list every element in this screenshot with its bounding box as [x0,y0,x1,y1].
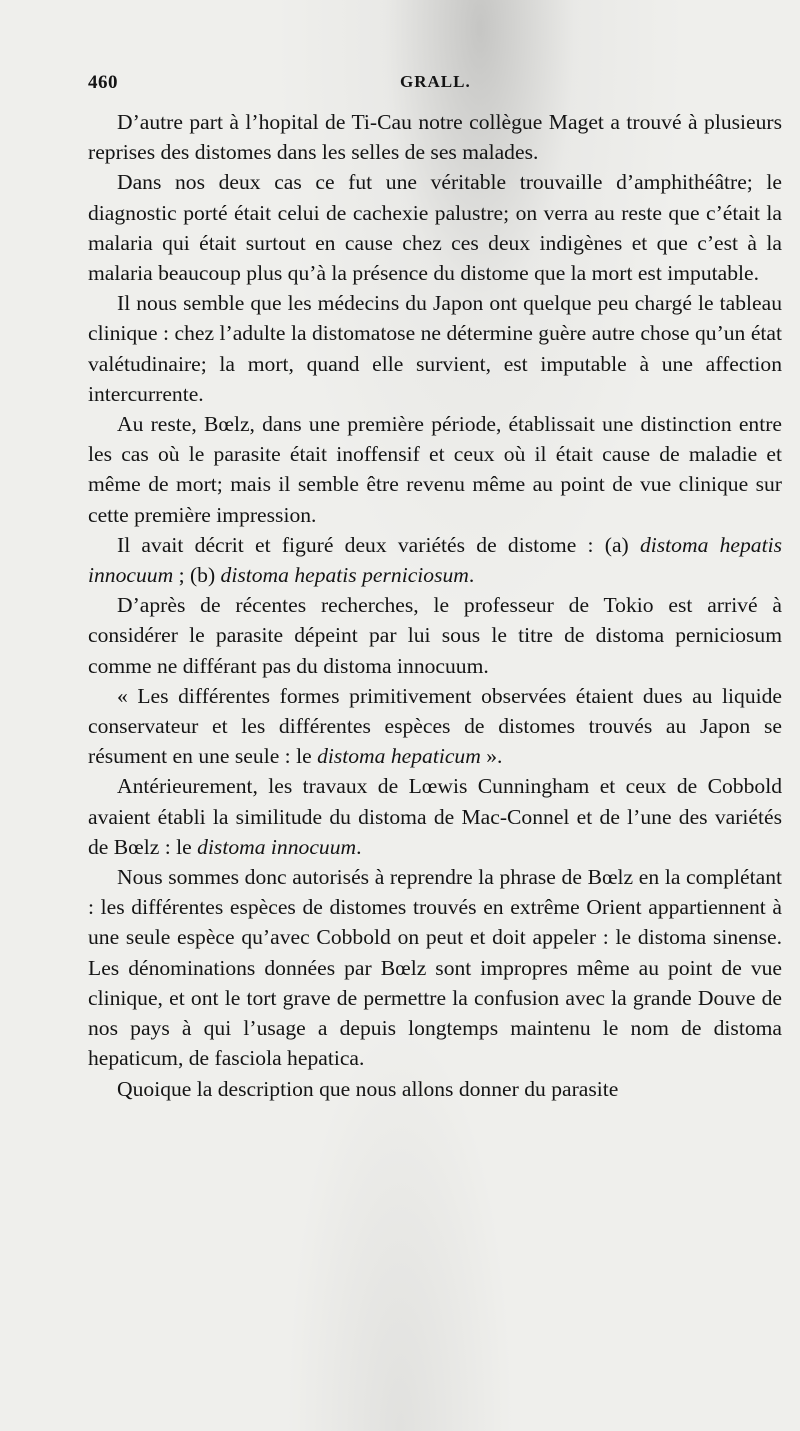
paragraph-6 [88,590,782,681]
paragraph-9-text: Nous sommes donc autorisés à reprendre la phrase de Bœlz en la complétant : les différentes espèces de distomes trouvés en extrême Orient appartiennent à une seule espèce qu’avec Cobbold on peut et doit appeler : le distoma sinense. Les dénominations données par Bœlz sont impropres même au point de vue clinique, et ont le tort grave de permettre la confusion avec la grande Douve de nos pays à qui l’usage a depuis longtemps maintenu le nom de distoma hepaticum, de fasciola hepatica. [88,865,782,1071]
paragraph-5-text-c: . [468,563,475,588]
species-name-innocuum: distoma hepatis innocuum [88,532,782,588]
paragraph-2 [88,167,782,288]
paragraph-7-text-b: ». [480,744,503,769]
paragraph-7-text-a: « Les différentes formes primitivement observées étaient dues au liquide conservateur et les différentes espèces de distomes trouvés au Japon se résument en une seule : le [88,683,782,769]
paragraph-5 [88,530,782,590]
paragraph-10-text: Quoique la description que nous allons donner du parasite [117,1076,619,1101]
paragraph-9 [88,862,782,1073]
page-header [88,72,780,100]
paragraph-8 [88,771,782,862]
paragraph-3 [88,288,782,409]
paragraph-4-text: Au reste, Bœlz, dans une première période, établissait une distinction entre les cas où le parasite était inoffensif et ceux où il était cause de maladie et même de mort; mais il semble être revenu même au point de vue clinique sur cette première impression. [88,412,782,527]
species-name-hepaticum: distoma hepaticum [317,744,481,769]
paragraph-2-text: Dans nos deux cas ce fut une véritable trouvaille d’amphithéâtre; le diagnostic porté était celui de cachexie palustre; on verra au reste que c’était la malaria qui était surtout en cause chez ces deux indigènes et que c’est à la malaria beaucoup plus qu’à la présence du distome que la mort est imputable. [88,170,782,286]
paragraph-6-text: D’après de récentes recherches, le professeur de Tokio est arrivé à considérer le parasite dépeint par lui sous le titre de distoma perniciosum comme ne différant pas du distoma innocuum. [88,593,782,678]
paragraph-4 [88,409,782,530]
species-name-innocuum-2: distoma innocuum [197,834,357,859]
paragraph-3-text: Il nous semble que les médecins du Japon ont quelque peu chargé le tableau clinique : chez l’adulte la distomatose ne détermine guère autre chose qu’un état valétudinaire; la mort, quand elle survient, est imputable à une affection intercurrente. [88,291,782,406]
body-text [88,107,782,1104]
page-number: 460 [88,72,118,93]
paragraph-7 [88,681,782,772]
species-name-perniciosum: distoma hepatis perniciosum [220,563,469,588]
running-head: GRALL. [400,72,471,91]
paragraph-8-text-b: . [356,834,362,859]
paragraph-1-text: D’autre part à l’hopital de Ti-Cau notre collègue Maget a trouvé à plusieurs reprises des distomes dans les selles de ses malades. [88,110,782,165]
paragraph-10 [88,1074,782,1104]
paragraph-1 [88,107,782,167]
paragraph-5-text-b: ; (b) [173,563,221,588]
paragraph-5-text-a: Il avait décrit et figuré deux variétés de distome : (a) [117,532,640,557]
paragraph-8-text-a: Antérieurement, les travaux de Lœwis Cunningham et ceux de Cobbold avaient établi la similitude du distoma de Mac-Connel et de l’une des variétés de Bœlz : le [88,774,782,859]
